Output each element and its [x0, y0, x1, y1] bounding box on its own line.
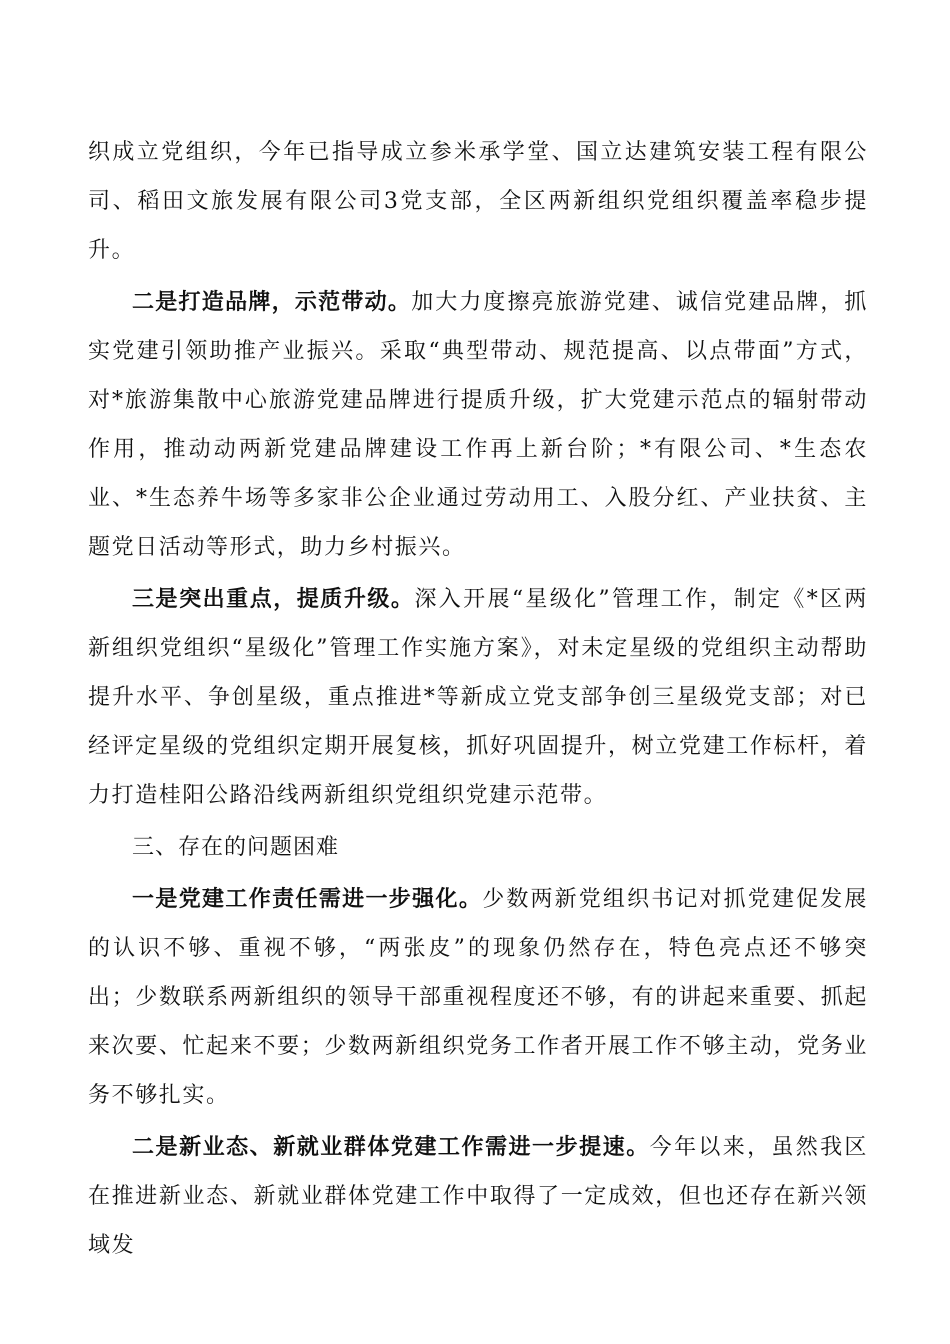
- paragraph-text: 今年以来，虽然我区在推进新业态、新就业群体党建工作中取得了一定成效，但也还存在新兴领域发: [88, 1135, 868, 1258]
- paragraph-new-business-forms: [88, 1123, 868, 1270]
- paragraph-text: 少数两新党组织书记对抓党建促发展的认识不够、重视不够，“两张皮”的现象仍然存在，特色亮点还不够突出；少数联系两新组织的领导干部重视程度还不够，有的讲起来重要、抓起来次要、忙起来不要；少数两新组织党务工作者开展工作不够主动，党务业务不够扎实。: [88, 887, 868, 1108]
- paragraph-brand-building: [88, 278, 868, 572]
- document-body: [88, 128, 868, 1273]
- paragraph-lead: 二是新业态、新就业群体党建工作需进一步提速。: [132, 1135, 650, 1160]
- paragraph-text: 加大力度擦亮旅游党建、诚信党建品牌，抓实党建引领助推产业振兴。采取“典型带动、规范提高、以点带面”方式，对*旅游集散中心旅游党建品牌进行提质升级，扩大党建示范点的辐射带动作用，推动动两新党建品牌建设工作再上新台阶；*有限公司、*生态农业、*生态养牛场等多家非公企业通过劳动用工、入股分红、产业扶贫、主题党日活动等形式，助力乡村振兴。: [88, 290, 868, 560]
- paragraph-continued-intro: [88, 128, 868, 275]
- paragraph-text: 深入开展“星级化”管理工作，制定《*区两新组织党组织“星级化”管理工作实施方案》，对未定星级的党组织主动帮助提升水平、争创星级，重点推进*等新成立党支部争创三星级党支部；对已经评定星级的党组织定期开展复核，抓好巩固提升，树立党建工作标杆，着力打造桂阳公路沿线两新组织党组织党建示范带。: [88, 587, 868, 808]
- paragraph-lead: 一是党建工作责任需进一步强化。: [132, 887, 483, 912]
- paragraph-star-management: [88, 575, 868, 820]
- paragraph-lead: 二是打造品牌，示范带动。: [132, 290, 412, 315]
- section-heading-problems: 三、存在的问题困难: [132, 835, 340, 860]
- paragraph-responsibility: [88, 875, 868, 1120]
- paragraph-text: 织成立党组织，今年已指导成立参米承学堂、国立达建筑安装工程有限公司、稻田文旅发展有限公司3党支部，全区两新组织党组织覆盖率稳步提升。: [88, 140, 868, 263]
- paragraph-lead: 三是突出重点，提质升级。: [132, 587, 415, 612]
